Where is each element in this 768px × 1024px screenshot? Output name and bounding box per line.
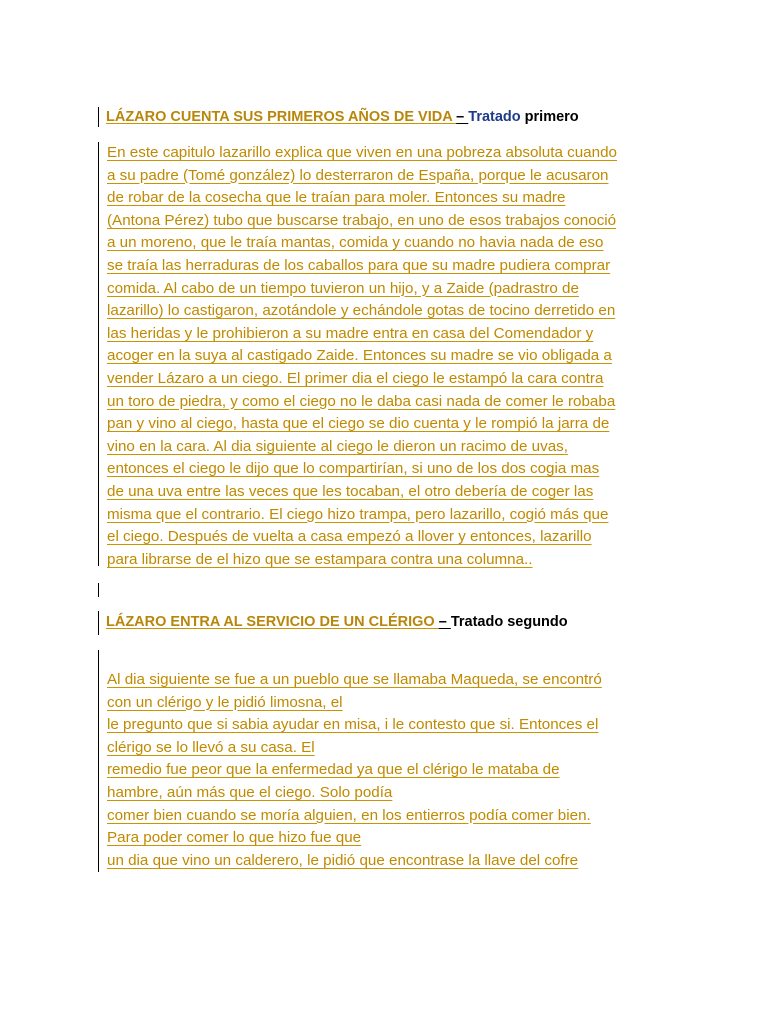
paragraph-line[interactable]: entonces el ciego le dijo que lo compartirían, si uno de los dos cogia mas	[107, 460, 600, 478]
paragraph-line[interactable]: para librarse de el hizo que se estampara contra una columna..	[107, 550, 533, 568]
paragraph-line[interactable]: el ciego. Después de vuelta a casa empezó a llover y entonces, lazarillo	[107, 528, 592, 546]
heading-tratado-word: Tratado segundo	[450, 614, 568, 630]
paragraph-line[interactable]: acoger en la suya al castigado Zaide. Entonces su madre se vio obligada a	[107, 347, 612, 365]
section-paragraph-2	[107, 669, 727, 872]
paragraph-line[interactable]: le pregunto que si sabia ayudar en misa, i le contesto que si. Entonces el	[107, 716, 599, 734]
paragraph-line[interactable]: un toro de piedra, y como el ciego no le daba casi nada de comer le robaba	[107, 392, 616, 410]
heading-tratado-word: Tratado	[468, 109, 521, 125]
paragraph-line[interactable]: misma que el contrario. El ciego hizo trampa, pero lazarillo, cogió más que	[107, 505, 609, 523]
paragraph-line[interactable]: vender Lázaro a un ciego. El primer dia el ciego le estampó la cara contra	[107, 369, 604, 387]
margin-bar	[98, 107, 99, 127]
section-paragraph-1	[107, 142, 727, 571]
paragraph-line[interactable]: En este capitulo lazarillo explica que viven en una pobreza absoluta cuando	[107, 144, 617, 161]
paragraph-line[interactable]: a un moreno, que le traía mantas, comida y cuando no havia nada de eso	[107, 234, 604, 252]
paragraph-line[interactable]: se traía las herraduras de los caballos para que su madre pudiera comprar	[107, 256, 611, 274]
heading-dash: –	[456, 109, 469, 125]
margin-bar	[98, 142, 99, 566]
paragraph-line[interactable]: comer bien cuando se moría alguien, en los entierros podía comer bien.	[107, 806, 591, 824]
paragraph-line[interactable]: vino en la cara. Al dia siguiente al ciego le dieron un racimo de uvas,	[107, 437, 568, 455]
section-heading-1	[106, 108, 579, 126]
heading-title-link[interactable]: LÁZARO ENTRA AL SERVICIO DE UN CLÉRIGO	[106, 614, 439, 630]
paragraph-line[interactable]: lazarillo) lo castigaron, azotándole y echándole gotas de tocino derretido en	[107, 302, 616, 320]
paragraph-line[interactable]: Al dia siguiente se fue a un pueblo que se llamaba Maqueda, se encontró	[107, 671, 602, 688]
paragraph-line[interactable]: (Antona Pérez) tubo que buscarse trabajo, en uno de esos trabajos conoció	[107, 211, 617, 229]
paragraph-line[interactable]: remedio fue peor que la enfermedad ya que el clérigo le mataba de	[107, 761, 560, 779]
section-heading-2	[106, 613, 568, 631]
paragraph-line[interactable]: de una uva entre las veces que les tocaban, el otro debería de coger las	[107, 482, 594, 500]
paragraph-line[interactable]: de robar de la cosecha que le traían para moler. Entonces su madre	[107, 189, 566, 207]
paragraph-line[interactable]: las heridas y le prohibieron a su madre entra en casa del Comendador y	[107, 324, 594, 342]
paragraph-line[interactable]: hambre, aún más que el ciego. Solo podía	[107, 783, 393, 801]
heading-title-link[interactable]: LÁZARO CUENTA SUS PRIMEROS AÑOS DE VIDA	[106, 109, 457, 125]
margin-bar	[98, 583, 99, 597]
paragraph-line[interactable]: clérigo se lo llevó a su casa. El	[107, 738, 315, 756]
paragraph-line[interactable]: pan y vino al ciego, hasta que el ciego se dio cuenta y le rompió la jarra de	[107, 415, 610, 433]
margin-bar	[98, 611, 99, 635]
margin-bar	[98, 650, 99, 872]
heading-dash: –	[438, 614, 451, 630]
paragraph-line[interactable]: un dia que vino un calderero, le pidió que encontrase la llave del cofre	[107, 851, 579, 869]
paragraph-line[interactable]: a su padre (Tomé gonzález) lo desterraron de España, porque le acusaron	[107, 166, 609, 184]
paragraph-line[interactable]: con un clérigo y le pidió limosna, el	[107, 693, 343, 711]
heading-ordinal-word: primero	[520, 109, 579, 125]
paragraph-line[interactable]: comida. Al cabo de un tiempo tuvieron un hijo, y a Zaide (padrastro de	[107, 279, 579, 297]
paragraph-line[interactable]: Para poder comer lo que hizo fue que	[107, 829, 362, 847]
